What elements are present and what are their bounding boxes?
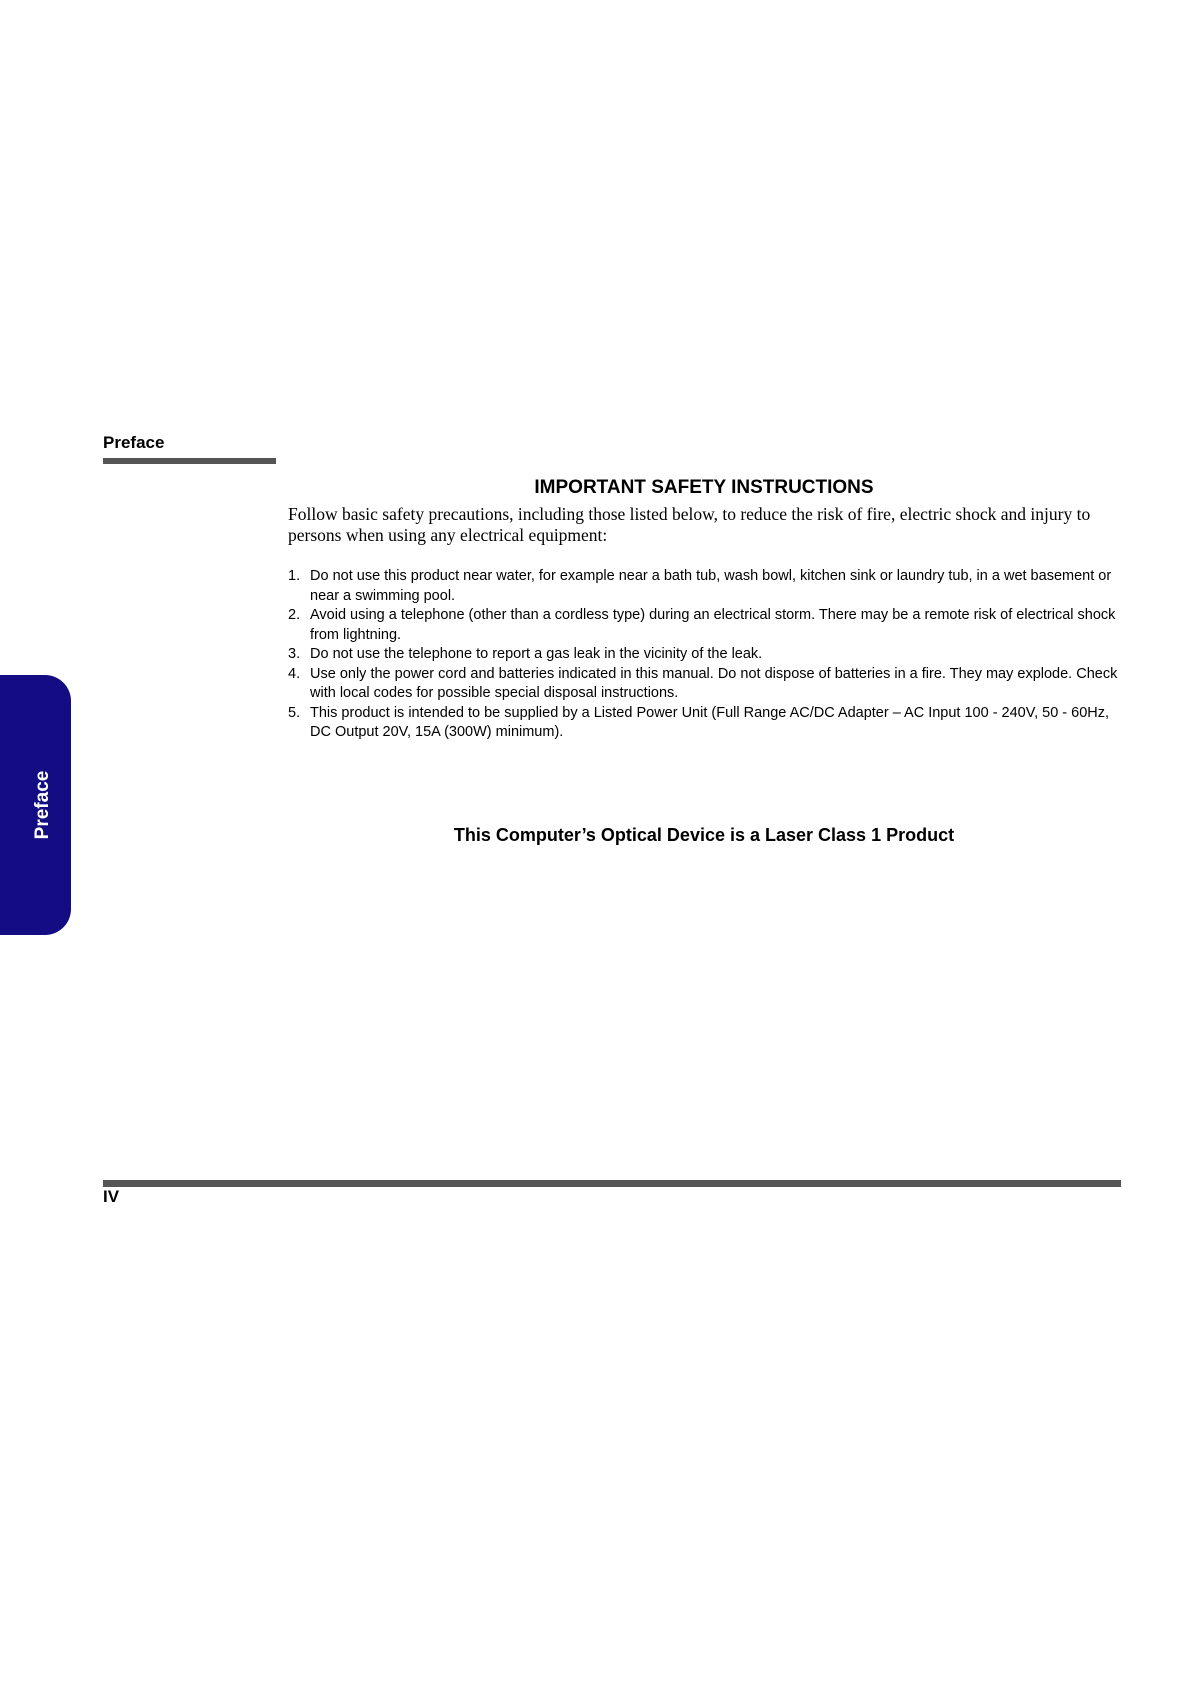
list-item-text: Avoid using a telephone (other than a cordless type) during an electrical storm. There may be a remote risk of electrical shock from lightning. (310, 607, 1116, 643)
list-item-number: 5. (288, 704, 301, 721)
list-item-number: 3. (288, 646, 301, 662)
list-item (288, 645, 1122, 665)
safety-instruction-list (288, 567, 1122, 743)
list-item-text: This product is intended to be supplied by a Listed Power Unit (Full Range AC/DC Adapter – AC Input 100 - 240V, 50 - 60Hz, DC Output 20V, 15A (300W) minimum). (310, 704, 1110, 740)
footer-rule (103, 1180, 1121, 1187)
list-item-number: 4. (288, 665, 301, 682)
page-number: IV (103, 1187, 120, 1206)
list-item (288, 704, 1122, 743)
list-item (288, 567, 1122, 606)
section-header: Preface (103, 433, 165, 452)
page-title: IMPORTANT SAFETY INSTRUCTIONS (534, 477, 874, 498)
list-item-text: Do not use this product near water, for example near a bath tub, wash bowl, kitchen sink or laundry tub, in a wet basement or near a swimming pool. (310, 568, 1112, 604)
list-item-text: Use only the power cord and batteries indicated in this manual. Do not dispose of batteries in a fire. They may explode. Check with local codes for possible special disposal instructions. (310, 665, 1118, 701)
header-rule (103, 458, 276, 464)
intro-paragraph: Follow basic safety precautions, including those listed below, to reduce the risk of fire, electric shock and injury to persons when using any electrical equipment: (288, 504, 1091, 545)
list-item-number: 1. (288, 568, 301, 584)
list-item (288, 665, 1122, 704)
list-item (288, 606, 1122, 645)
side-tab-label: Preface (32, 770, 53, 840)
list-item-number: 2. (288, 607, 301, 623)
list-item-text: Do not use the telephone to report a gas leak in the vicinity of the leak. (310, 646, 763, 662)
laser-class-note: This Computer’s Optical Device is a Laser Class 1 Product (453, 825, 955, 845)
